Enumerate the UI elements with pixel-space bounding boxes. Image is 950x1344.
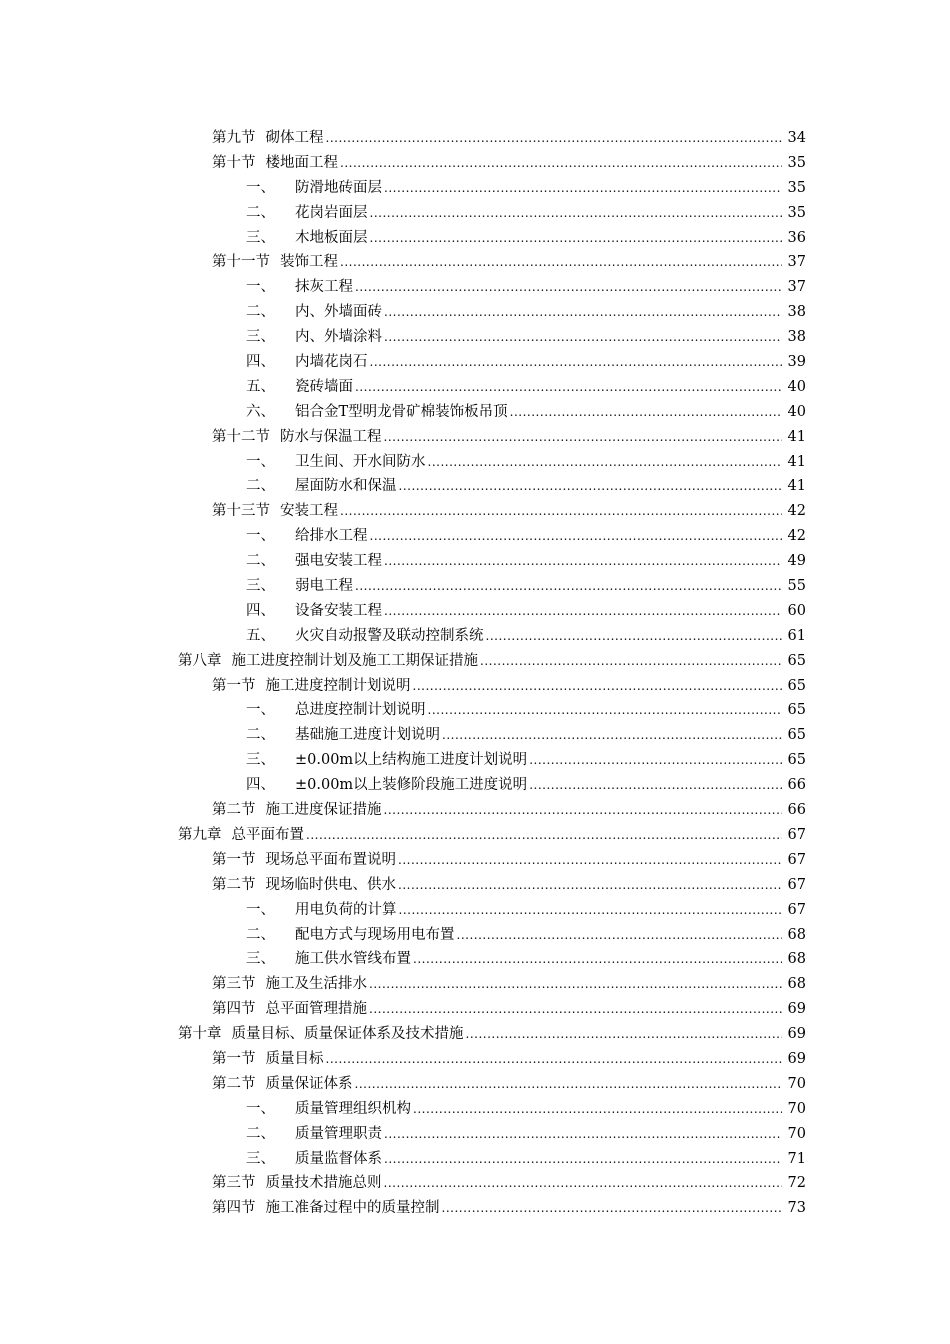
toc-leader-dots: [370, 226, 783, 251]
toc-leader-dots: [369, 972, 782, 997]
toc-entry-title: 施工及生活排水: [265, 976, 367, 993]
toc-entry-page: 55: [787, 578, 806, 595]
toc-entry-number: 四、: [246, 777, 275, 794]
toc-entry-number: 二、: [246, 926, 275, 943]
toc-leader-dots: [428, 698, 783, 723]
toc-entry-page: 41: [787, 453, 806, 470]
toc-entry-page: 49: [787, 553, 806, 570]
toc-entry-title: 火灾自动报警及联动控制系统: [295, 627, 484, 644]
toc-entry-page: 69: [787, 1050, 806, 1067]
toc-entry-number: 一、: [246, 702, 275, 719]
toc-entry-page: 41: [787, 478, 806, 495]
toc-entry[interactable]: [0, 624, 806, 649]
toc-entry[interactable]: [0, 997, 806, 1022]
toc-entry-page: 42: [787, 528, 806, 545]
toc-entry-title: 用电负荷的计算: [295, 901, 397, 918]
toc-list: [0, 126, 806, 1221]
toc-entry-page: 35: [787, 154, 806, 171]
toc-entry-title: 质量管理组织机构: [295, 1100, 411, 1117]
toc-entry-number: 二、: [246, 727, 275, 744]
toc-entry[interactable]: [0, 151, 806, 176]
toc-entry-title: 抹灰工程: [295, 279, 353, 296]
toc-entry-page: 39: [787, 354, 806, 371]
toc-entry-title: 屋面防水和保温: [295, 478, 397, 495]
toc-entry-number: 一、: [246, 528, 275, 545]
toc-leader-dots: [384, 798, 783, 823]
toc-entry-number: 第二节: [212, 802, 256, 819]
toc-entry-title: 施工供水管线布置: [295, 951, 411, 968]
toc-entry-title: 弱电工程: [295, 578, 353, 595]
toc-entry-page: 67: [787, 851, 806, 868]
toc-leader-dots: [384, 325, 782, 350]
toc-entry[interactable]: [0, 649, 806, 674]
toc-entry[interactable]: [0, 1097, 806, 1122]
toc-entry-page: 72: [787, 1175, 806, 1192]
toc-leader-dots: [384, 549, 782, 574]
toc-entry[interactable]: [0, 201, 806, 226]
toc-leader-dots: [480, 649, 782, 674]
toc-leader-dots: [413, 1097, 782, 1122]
toc-leader-dots: [529, 773, 782, 798]
toc-entry-page: 66: [787, 777, 806, 794]
toc-entry-title: 装饰工程: [280, 254, 338, 271]
toc-entry-number: 三、: [246, 229, 275, 246]
toc-entry-number: 第八章: [178, 652, 222, 669]
toc-entry-title: 卫生间、开水间防水: [295, 453, 426, 470]
toc-entry-page: 65: [787, 727, 806, 744]
toc-entry[interactable]: [0, 873, 806, 898]
toc-entry-title: 花岗岩面层: [295, 204, 368, 221]
toc-entry-page: 35: [787, 179, 806, 196]
toc-entry-number: 第四节: [212, 1001, 256, 1018]
toc-entry-number: 第一节: [212, 677, 256, 694]
toc-entry-number: 第四节: [212, 1200, 256, 1217]
toc-entry-number: 五、: [246, 627, 275, 644]
toc-entry-page: 34: [787, 130, 806, 146]
toc-entry-number: 一、: [246, 1100, 275, 1117]
toc-leader-dots: [529, 748, 782, 773]
toc-entry[interactable]: [0, 474, 806, 499]
toc-entry-title: 给排水工程: [295, 528, 368, 545]
toc-entry-page: 65: [787, 702, 806, 719]
toc-leader-dots: [399, 474, 783, 499]
toc-entry-title: 防滑地砖面层: [295, 179, 382, 196]
toc-entry-page: 70: [787, 1125, 806, 1142]
toc-entry[interactable]: [0, 375, 806, 400]
toc-entry-number: 一、: [246, 279, 275, 296]
toc-leader-dots: [398, 873, 782, 898]
toc-entry-number: 三、: [246, 329, 275, 346]
toc-entry[interactable]: [0, 450, 806, 475]
toc-entry-number: 第十一节: [212, 254, 270, 271]
toc-entry-page: 68: [787, 976, 806, 993]
toc-leader-dots: [398, 848, 782, 873]
toc-leader-dots: [384, 1147, 782, 1172]
toc-leader-dots: [384, 425, 783, 450]
toc-entry[interactable]: [0, 947, 806, 972]
toc-entry-number: 五、: [246, 378, 275, 395]
toc-entry[interactable]: [0, 798, 806, 823]
toc-entry-title: 铝合金T型明龙骨矿棉装饰板吊顶: [295, 403, 508, 420]
toc-leader-dots: [399, 898, 783, 923]
toc-entry-page: 37: [787, 279, 806, 296]
toc-entry-number: 第二节: [212, 876, 256, 893]
toc-entry[interactable]: [0, 400, 806, 425]
toc-entry[interactable]: [0, 1171, 806, 1196]
toc-entry[interactable]: [0, 300, 806, 325]
toc-entry-number: 第一节: [212, 1050, 256, 1067]
toc-leader-dots: [355, 574, 782, 599]
toc-entry[interactable]: [0, 226, 806, 251]
toc-entry[interactable]: [0, 698, 806, 723]
toc-entry-title: 施工准备过程中的质量控制: [265, 1200, 440, 1217]
toc-leader-dots: [369, 997, 782, 1022]
toc-entry-page: 38: [787, 329, 806, 346]
toc-entry-title: 总平面管理措施: [265, 1001, 367, 1018]
toc-entry-page: 40: [787, 378, 806, 395]
toc-leader-dots: [326, 126, 783, 151]
toc-entry-page: 68: [787, 951, 806, 968]
toc-leader-dots: [326, 1047, 783, 1072]
toc-entry-title: 设备安装工程: [295, 602, 382, 619]
toc-entry[interactable]: [0, 275, 806, 300]
toc-leader-dots: [466, 1022, 783, 1047]
toc-entry-page: 69: [787, 1001, 806, 1018]
toc-entry-page: 37: [787, 254, 806, 271]
toc-entry[interactable]: [0, 1122, 806, 1147]
toc-leader-dots: [384, 176, 782, 201]
toc-entry-page: 41: [787, 428, 806, 445]
toc-entry-page: 67: [787, 826, 806, 843]
toc-entry-number: 二、: [246, 304, 275, 321]
toc-leader-dots: [384, 1122, 782, 1147]
toc-entry-title: ±0.00m以上结构施工进度计划说明: [295, 752, 528, 769]
toc-entry-number: 第一节: [212, 851, 256, 868]
toc-entry-page: 68: [787, 926, 806, 943]
toc-entry-title: 质量目标: [265, 1050, 324, 1067]
toc-entry-number: 一、: [246, 179, 275, 196]
toc-leader-dots: [384, 300, 782, 325]
toc-entry-number: 第九章: [178, 826, 222, 843]
toc-leader-dots: [340, 151, 782, 176]
toc-entry-title: 内、外墙面砖: [295, 304, 382, 321]
toc-entry[interactable]: [0, 723, 806, 748]
toc-entry-title: 总平面布置: [231, 826, 304, 843]
toc-leader-dots: [370, 350, 783, 375]
toc-entry-page: 35: [787, 204, 806, 221]
toc-entry[interactable]: [0, 773, 806, 798]
toc-leader-dots: [384, 1171, 783, 1196]
toc-entry-number: 第三节: [212, 976, 256, 993]
toc-entry-page: 69: [787, 1026, 806, 1043]
toc-leader-dots: [384, 599, 782, 624]
toc-entry-page: 61: [787, 627, 806, 644]
toc-entry-number: 三、: [246, 752, 275, 769]
toc-entry[interactable]: [0, 176, 806, 201]
toc-entry-page: 70: [787, 1075, 806, 1092]
toc-entry-title: 瓷砖墙面: [295, 378, 353, 395]
toc-entry[interactable]: [0, 748, 806, 773]
toc-leader-dots: [510, 400, 782, 425]
toc-entry-number: 三、: [246, 951, 275, 968]
toc-entry-number: 六、: [246, 403, 275, 420]
toc-entry[interactable]: [0, 972, 806, 997]
toc-entry-title: 施工进度控制计划及施工工期保证措施: [231, 652, 478, 669]
toc-entry-title: 配电方式与现场用电布置: [295, 926, 455, 943]
toc-entry-title: 内墙花岗石: [295, 354, 368, 371]
toc-entry-page: 65: [787, 677, 806, 694]
toc-entry[interactable]: [0, 1147, 806, 1172]
toc-entry-number: 二、: [246, 553, 275, 570]
toc-entry-number: 三、: [246, 578, 275, 595]
toc-entry-title: 质量保证体系: [265, 1075, 353, 1092]
toc-leader-dots: [413, 947, 782, 972]
toc-leader-dots: [442, 723, 782, 748]
toc-entry-title: 施工进度保证措施: [265, 802, 382, 819]
toc-entry-number: 第三节: [212, 1175, 256, 1192]
toc-entry-page: 65: [787, 652, 806, 669]
toc-entry-title: 质量技术措施总则: [265, 1175, 382, 1192]
toc-entry-page: 71: [787, 1150, 806, 1167]
toc-entry[interactable]: [0, 325, 806, 350]
toc-entry[interactable]: [0, 923, 806, 948]
toc-entry-title: 质量监督体系: [295, 1150, 382, 1167]
toc-entry[interactable]: [0, 350, 806, 375]
toc-leader-dots: [355, 1072, 783, 1097]
toc-entry-title: ±0.00m以上装修阶段施工进度说明: [295, 777, 528, 794]
toc-leader-dots: [370, 524, 783, 549]
toc-entry-number: 一、: [246, 901, 275, 918]
toc-entry-page: 40: [787, 403, 806, 420]
toc-leader-dots: [413, 674, 783, 699]
toc-entry-title: 施工进度控制计划说明: [265, 677, 411, 694]
toc-entry[interactable]: [0, 499, 806, 524]
toc-entry[interactable]: [0, 823, 806, 848]
toc-entry-title: 总进度控制计划说明: [295, 702, 426, 719]
toc-entry-number: 一、: [246, 453, 275, 470]
toc-leader-dots: [355, 375, 782, 400]
toc-leader-dots: [340, 250, 782, 275]
toc-entry-page: 36: [787, 229, 806, 246]
toc-entry-number: 三、: [246, 1150, 275, 1167]
toc-entry-title: 现场总平面布置说明: [265, 851, 396, 868]
toc-entry[interactable]: [0, 524, 806, 549]
toc-entry-page: 73: [787, 1200, 806, 1217]
toc-entry[interactable]: [0, 250, 806, 275]
toc-entry-number: 第十节: [212, 154, 256, 171]
toc-entry-title: 现场临时供电、供水: [265, 876, 396, 893]
toc-entry-title: 强电安装工程: [295, 553, 382, 570]
toc-leader-dots: [457, 923, 783, 948]
toc-leader-dots: [486, 624, 783, 649]
toc-entry-title: 质量管理职责: [295, 1125, 382, 1142]
toc-entry-number: 第十章: [178, 1026, 222, 1043]
toc-entry[interactable]: [0, 674, 806, 699]
toc-leader-dots: [442, 1196, 783, 1221]
toc-entry[interactable]: [0, 574, 806, 599]
toc-entry-title: 木地板面层: [295, 229, 368, 246]
toc-entry-number: 第十二节: [212, 428, 270, 445]
toc-entry[interactable]: [0, 549, 806, 574]
toc-entry[interactable]: [0, 1072, 806, 1097]
toc-entry-page: 65: [787, 752, 806, 769]
toc-entry[interactable]: [0, 126, 806, 151]
toc-entry-page: 42: [787, 503, 806, 520]
toc-entry[interactable]: [0, 898, 806, 923]
toc-leader-dots: [355, 275, 782, 300]
toc-leader-dots: [428, 450, 783, 475]
toc-entry-page: 38: [787, 304, 806, 321]
toc-entry-title: 内、外墙涂料: [295, 329, 382, 346]
toc-entry-number: 二、: [246, 478, 275, 495]
toc-entry-page: 70: [787, 1100, 806, 1117]
toc-entry-number: 第十三节: [212, 503, 270, 520]
toc-leader-dots: [340, 499, 782, 524]
toc-entry-title: 楼地面工程: [265, 154, 338, 171]
toc-entry-number: 第二节: [212, 1075, 256, 1092]
toc-entry-title: 基础施工进度计划说明: [295, 727, 440, 744]
toc-entry[interactable]: [0, 425, 806, 450]
toc-entry[interactable]: [0, 848, 806, 873]
toc-leader-dots: [306, 823, 782, 848]
toc-entry[interactable]: [0, 1047, 806, 1072]
toc-entry-title: 防水与保温工程: [280, 428, 382, 445]
toc-entry-title: 砌体工程: [265, 130, 324, 146]
toc-entry[interactable]: [0, 1022, 806, 1047]
toc-leader-dots: [370, 201, 783, 226]
toc-entry-number: 第九节: [212, 130, 256, 146]
toc-entry-title: 安装工程: [280, 503, 338, 520]
toc-entry-page: 67: [787, 876, 806, 893]
toc-entry-number: 四、: [246, 354, 275, 371]
toc-entry-number: 四、: [246, 602, 275, 619]
toc-entry-title: 质量目标、质量保证体系及技术措施: [231, 1026, 464, 1043]
toc-entry-page: 66: [787, 802, 806, 819]
toc-entry-page: 67: [787, 901, 806, 918]
toc-entry-number: 二、: [246, 1125, 275, 1142]
toc-entry-number: 二、: [246, 204, 275, 221]
toc-entry[interactable]: [0, 1196, 806, 1221]
toc-entry[interactable]: [0, 599, 806, 624]
toc-entry-page: 60: [787, 602, 806, 619]
